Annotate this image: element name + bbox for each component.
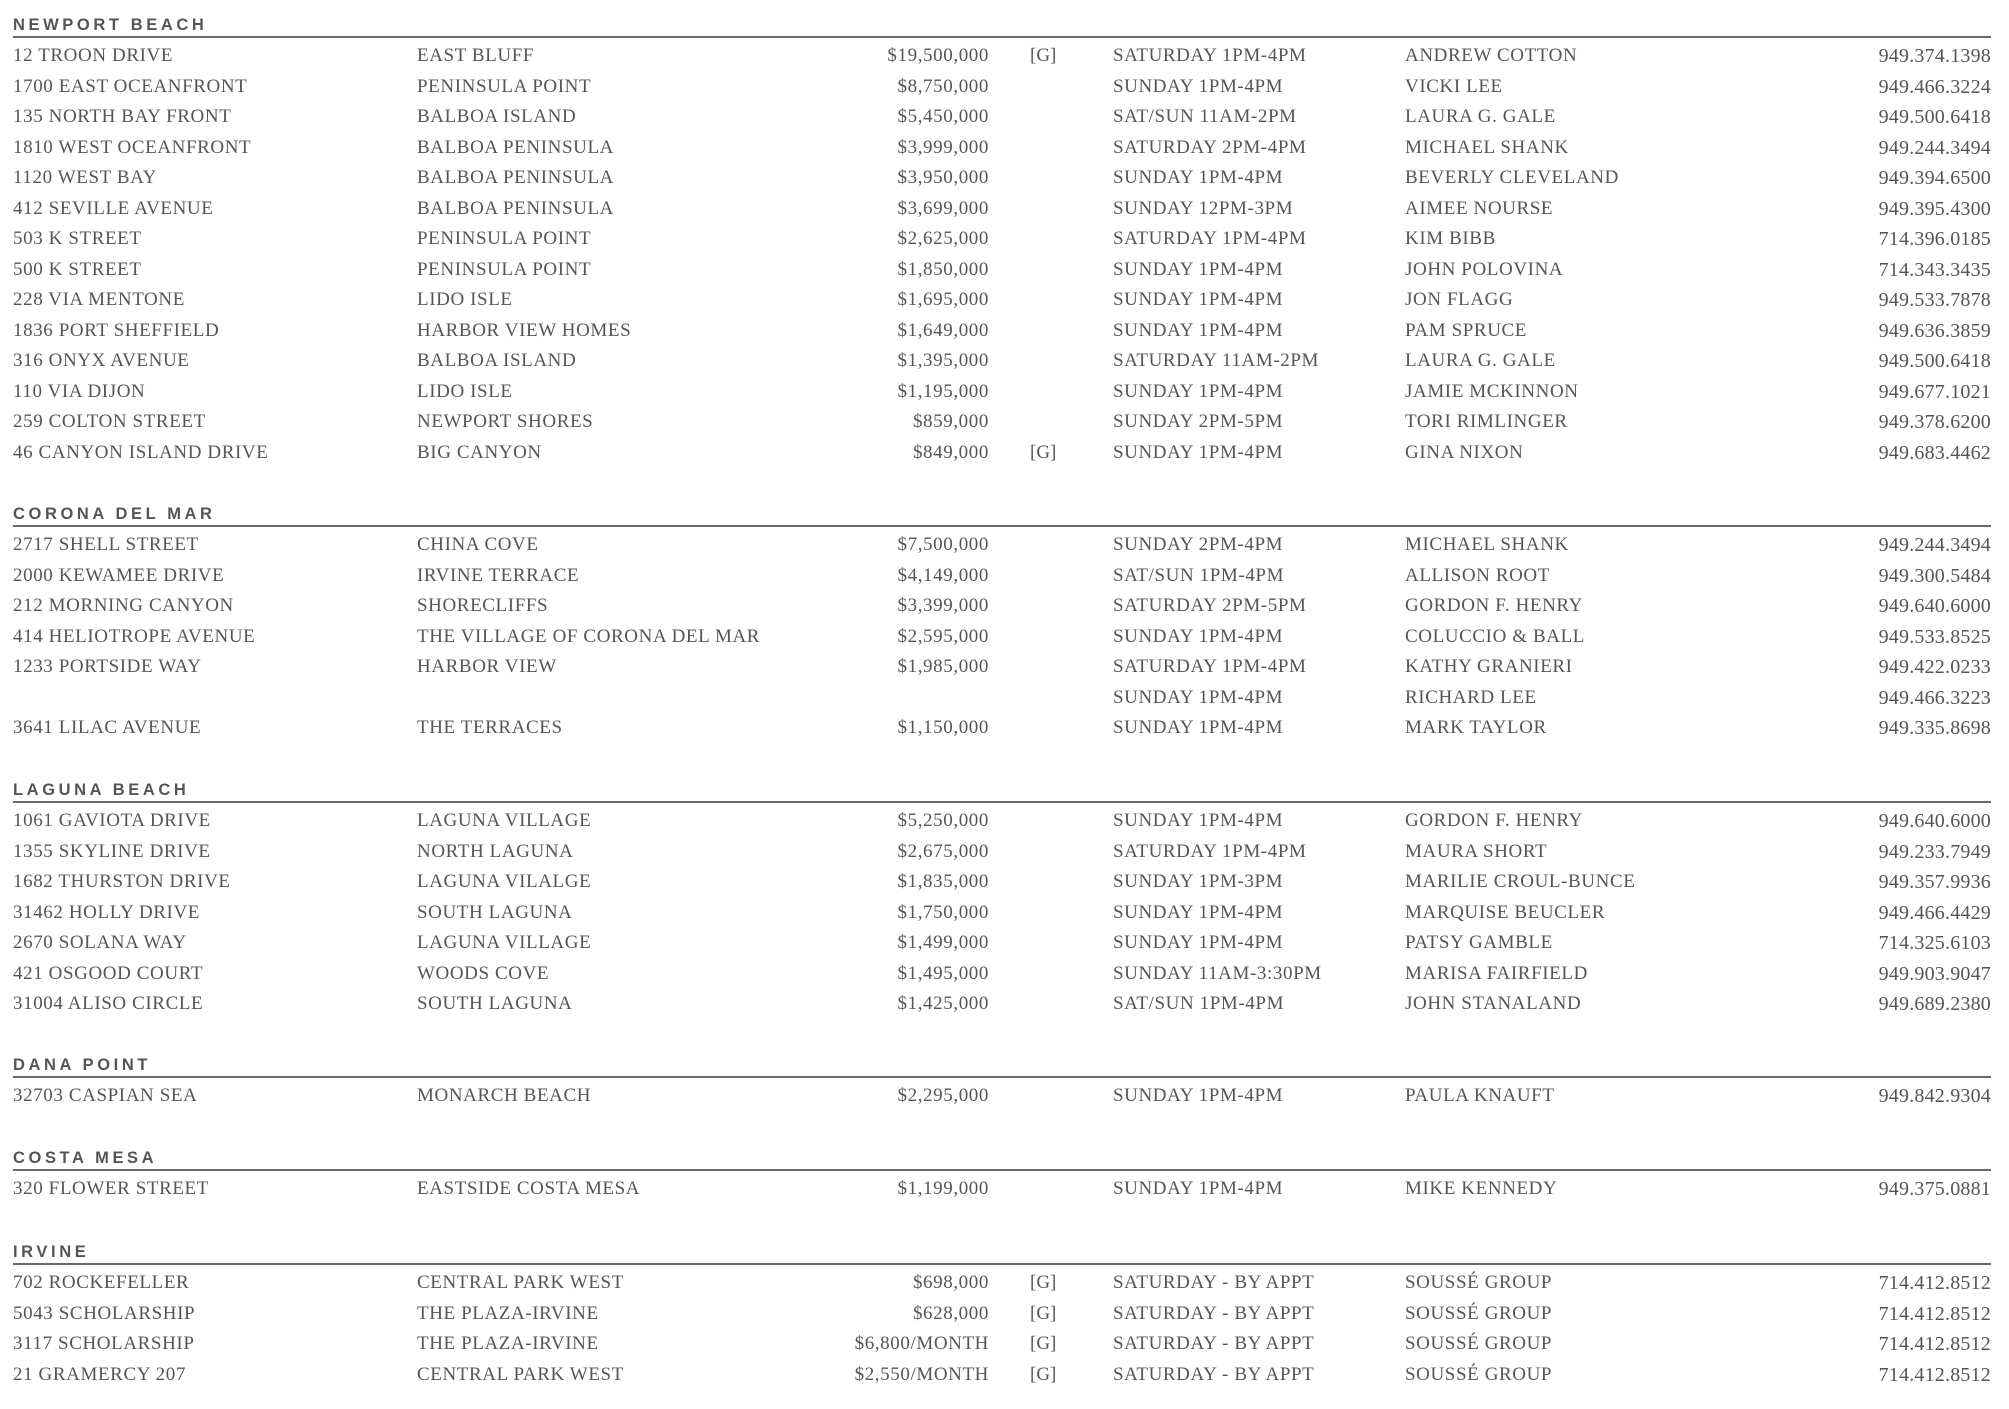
listing-address: 212 MORNING CANYON bbox=[13, 595, 234, 616]
listing-agent: MARISA FAIRFIELD bbox=[1405, 962, 1588, 984]
section-divider bbox=[13, 525, 1991, 527]
listing-open-house-time: SATURDAY - BY APPT bbox=[1113, 1302, 1315, 1324]
listing-neighborhood: LIDO ISLE bbox=[417, 380, 513, 402]
listing-price: $5,450,000 bbox=[897, 106, 989, 127]
listing-agent: MICHAEL SHANK bbox=[1405, 534, 1569, 555]
listing-address: 46 CANYON ISLAND DRIVE bbox=[13, 441, 269, 463]
listing-phone: 949.689.2380 bbox=[1878, 993, 1991, 1015]
listing-address: 31462 HOLLY DRIVE bbox=[13, 901, 201, 923]
listing-price: $1,850,000 bbox=[897, 258, 989, 280]
listing-agent: LAURA G. GALE bbox=[1405, 350, 1556, 371]
listing-list bbox=[13, 41, 1991, 468]
listing-neighborhood: MONARCH BEACH bbox=[417, 1085, 592, 1106]
listing-neighborhood: WOODS COVE bbox=[417, 962, 550, 984]
listing-open-house-time: SATURDAY - BY APPT bbox=[1113, 1333, 1315, 1354]
listing-open-house-time: SATURDAY - BY APPT bbox=[1113, 1272, 1315, 1293]
listing-price: $1,495,000 bbox=[897, 962, 989, 984]
listing-price: $4,149,000 bbox=[897, 564, 989, 586]
listing-address: 1836 PORT SHEFFIELD bbox=[13, 319, 220, 341]
listing-address: 3641 LILAC AVENUE bbox=[13, 717, 202, 738]
section-divider bbox=[13, 1263, 1991, 1265]
listing-price: $1,195,000 bbox=[897, 380, 989, 402]
listing-agent: MIKE KENNEDY bbox=[1405, 1178, 1558, 1199]
listing-row bbox=[13, 407, 1991, 438]
listing-row bbox=[13, 989, 1991, 1020]
listing-price: $2,625,000 bbox=[897, 228, 989, 249]
listing-price: $2,675,000 bbox=[897, 840, 989, 862]
listing-open-house-time: SATURDAY 1PM-4PM bbox=[1113, 656, 1307, 677]
listing-open-house-time: SATURDAY 1PM-4PM bbox=[1113, 840, 1307, 862]
section-newport-beach bbox=[13, 14, 1991, 468]
listing-price: $6,800/MONTH bbox=[854, 1333, 989, 1354]
listing-row bbox=[13, 867, 1991, 898]
listing-address: 316 ONYX AVENUE bbox=[13, 350, 190, 371]
listing-neighborhood: LIDO ISLE bbox=[417, 289, 513, 310]
listing-price: $859,000 bbox=[912, 411, 989, 432]
listing-neighborhood: BALBOA ISLAND bbox=[417, 106, 577, 127]
listing-price: $3,399,000 bbox=[897, 595, 989, 616]
listing-neighborhood: CENTRAL PARK WEST bbox=[417, 1363, 624, 1385]
listing-row bbox=[13, 285, 1991, 316]
listing-address: 414 HELIOTROPE AVENUE bbox=[13, 625, 256, 647]
listing-phone: 949.466.3223 bbox=[1878, 686, 1991, 709]
listing-address: 702 ROCKEFELLER bbox=[13, 1272, 190, 1293]
listing-neighborhood: IRVINE TERRACE bbox=[417, 564, 580, 586]
listing-agent: BEVERLY CLEVELAND bbox=[1405, 167, 1619, 188]
listing-neighborhood: SHORECLIFFS bbox=[417, 595, 549, 616]
listing-phone: 714.343.3435 bbox=[1878, 258, 1991, 281]
listing-price: $3,699,000 bbox=[897, 197, 989, 219]
listing-list bbox=[13, 1174, 1991, 1205]
listing-row bbox=[13, 806, 1991, 837]
listing-open-house-time: SUNDAY 1PM-4PM bbox=[1113, 289, 1284, 310]
listing-phone: 949.683.4462 bbox=[1878, 441, 1991, 464]
listing-address: 31004 ALISO CIRCLE bbox=[13, 993, 204, 1014]
listing-row bbox=[13, 713, 1991, 744]
listing-neighborhood: BALBOA ISLAND bbox=[417, 350, 577, 371]
listing-address: 500 K STREET bbox=[13, 258, 142, 280]
listing-phone: 949.640.6000 bbox=[1878, 595, 1991, 617]
listing-neighborhood: BIG CANYON bbox=[417, 441, 542, 463]
listing-flag: [G] bbox=[1030, 1272, 1057, 1293]
listing-agent: SOUSSÉ GROUP bbox=[1405, 1272, 1553, 1293]
listing-row bbox=[13, 163, 1991, 194]
listing-list bbox=[13, 1268, 1991, 1390]
listing-open-house-time: SATURDAY 11AM-2PM bbox=[1113, 350, 1320, 371]
listing-neighborhood: SOUTH LAGUNA bbox=[417, 901, 573, 923]
listing-flag: [G] bbox=[1030, 1333, 1057, 1354]
listing-phone: 714.412.8512 bbox=[1878, 1272, 1991, 1294]
listing-agent: JAMIE MCKINNON bbox=[1405, 380, 1579, 402]
listing-address: 21 GRAMERCY 207 bbox=[13, 1363, 186, 1385]
listing-address: 12 TROON DRIVE bbox=[13, 45, 174, 66]
listing-open-house-time: SUNDAY 1PM-4PM bbox=[1113, 686, 1284, 708]
listing-price: $3,950,000 bbox=[897, 167, 989, 188]
listing-phone: 949.244.3494 bbox=[1878, 136, 1991, 159]
listing-open-house-time: SUNDAY 1PM-4PM bbox=[1113, 75, 1284, 97]
listing-row bbox=[13, 102, 1991, 133]
listing-flag: [G] bbox=[1030, 1302, 1057, 1324]
listing-neighborhood: THE PLAZA-IRVINE bbox=[417, 1302, 599, 1324]
listing-price: $1,835,000 bbox=[897, 871, 989, 892]
listing-flag: [G] bbox=[1030, 45, 1057, 66]
listing-open-house-time: SUNDAY 1PM-4PM bbox=[1113, 258, 1284, 280]
listing-price: $2,550/MONTH bbox=[854, 1363, 989, 1385]
listing-neighborhood: PENINSULA POINT bbox=[417, 75, 592, 97]
listing-price: $1,395,000 bbox=[897, 350, 989, 371]
listing-phone: 949.500.6418 bbox=[1878, 106, 1991, 128]
listing-list bbox=[13, 1081, 1991, 1112]
listing-row bbox=[13, 41, 1991, 72]
listing-phone: 949.500.6418 bbox=[1878, 350, 1991, 372]
listing-price: $1,695,000 bbox=[897, 289, 989, 310]
listing-row bbox=[13, 1329, 1991, 1360]
listing-phone: 714.412.8512 bbox=[1878, 1333, 1991, 1355]
listing-open-house-time: SUNDAY 1PM-4PM bbox=[1113, 380, 1284, 402]
listing-row bbox=[13, 898, 1991, 929]
listing-address: 1061 GAVIOTA DRIVE bbox=[13, 810, 211, 831]
listing-row bbox=[13, 224, 1991, 255]
listing-neighborhood: BALBOA PENINSULA bbox=[417, 167, 614, 188]
listing-agent: GORDON F. HENRY bbox=[1405, 595, 1583, 616]
listing-price: $628,000 bbox=[912, 1302, 989, 1324]
listing-address: 421 OSGOOD COURT bbox=[13, 962, 204, 984]
section-laguna-beach bbox=[13, 779, 1991, 1020]
listing-price: $1,150,000 bbox=[897, 717, 989, 738]
listing-price: $1,499,000 bbox=[897, 932, 989, 953]
listing-open-house-time: SUNDAY 1PM-4PM bbox=[1113, 625, 1284, 647]
listing-row bbox=[13, 928, 1991, 959]
listing-phone: 949.375.0881 bbox=[1878, 1178, 1991, 1200]
listing-phone: 949.533.7878 bbox=[1878, 289, 1991, 311]
listing-row bbox=[13, 530, 1991, 561]
section-title: IRVINE bbox=[13, 1243, 90, 1261]
listing-agent: SOUSSÉ GROUP bbox=[1405, 1302, 1553, 1324]
section-title: LAGUNA BEACH bbox=[13, 781, 190, 799]
listing-neighborhood: THE VILLAGE OF CORONA DEL MAR bbox=[417, 625, 761, 647]
listing-agent: JON FLAGG bbox=[1405, 289, 1514, 310]
listing-phone: 949.677.1021 bbox=[1878, 380, 1991, 403]
listing-phone: 949.533.8525 bbox=[1878, 625, 1991, 648]
listing-open-house-time: SUNDAY 1PM-4PM bbox=[1113, 932, 1284, 953]
listing-neighborhood: LAGUNA VILLAGE bbox=[417, 932, 592, 953]
listing-row bbox=[13, 1268, 1991, 1299]
listing-row bbox=[13, 1360, 1991, 1391]
listing-agent: RICHARD LEE bbox=[1405, 686, 1537, 708]
listing-address: 1120 WEST BAY bbox=[13, 167, 157, 188]
listing-phone: 949.903.9047 bbox=[1878, 962, 1991, 985]
listing-agent: TORI RIMLINGER bbox=[1405, 411, 1568, 432]
listing-row bbox=[13, 133, 1991, 164]
section-title: NEWPORT BEACH bbox=[13, 16, 208, 34]
listing-address: 1682 THURSTON DRIVE bbox=[13, 871, 231, 892]
listing-phone: 949.422.0233 bbox=[1878, 656, 1991, 678]
listing-price: $1,750,000 bbox=[897, 901, 989, 923]
listing-neighborhood: CENTRAL PARK WEST bbox=[417, 1272, 624, 1293]
listing-address: 3117 SCHOLARSHIP bbox=[13, 1333, 195, 1354]
listing-open-house-time: SUNDAY 11AM-3:30PM bbox=[1113, 962, 1322, 984]
listing-neighborhood: THE TERRACES bbox=[417, 717, 563, 738]
listing-agent: MICHAEL SHANK bbox=[1405, 136, 1569, 158]
listing-phone: 714.412.8512 bbox=[1878, 1302, 1991, 1325]
section-title: CORONA DEL MAR bbox=[13, 505, 216, 523]
listing-list bbox=[13, 530, 1991, 744]
listing-price: $1,199,000 bbox=[897, 1178, 989, 1199]
listing-open-house-time: SATURDAY 2PM-5PM bbox=[1113, 595, 1307, 616]
listing-address: 1355 SKYLINE DRIVE bbox=[13, 840, 211, 862]
listing-agent: AIMEE NOURSE bbox=[1405, 197, 1554, 219]
listing-open-house-time: SUNDAY 12PM-3PM bbox=[1113, 197, 1294, 219]
listing-agent: SOUSSÉ GROUP bbox=[1405, 1363, 1553, 1385]
listing-row bbox=[13, 377, 1991, 408]
listing-row bbox=[13, 72, 1991, 103]
listing-phone: 949.357.9936 bbox=[1878, 871, 1991, 893]
listing-open-house-time: SUNDAY 2PM-5PM bbox=[1113, 411, 1284, 432]
listing-row bbox=[13, 591, 1991, 622]
listing-open-house-time: SUNDAY 1PM-3PM bbox=[1113, 871, 1284, 892]
listing-price: $2,595,000 bbox=[897, 625, 989, 647]
listing-agent: JOHN STANALAND bbox=[1405, 993, 1582, 1014]
listing-address: 5043 SCHOLARSHIP bbox=[13, 1302, 196, 1324]
listing-agent: SOUSSÉ GROUP bbox=[1405, 1333, 1553, 1354]
listing-address: 32703 CASPIAN SEA bbox=[13, 1085, 198, 1106]
listing-price: $3,999,000 bbox=[897, 136, 989, 158]
listing-open-house-time: SUNDAY 1PM-4PM bbox=[1113, 717, 1284, 738]
listing-phone: 714.325.6103 bbox=[1878, 932, 1991, 954]
listing-agent: MARK TAYLOR bbox=[1405, 717, 1547, 738]
listing-neighborhood: EASTSIDE COSTA MESA bbox=[417, 1178, 641, 1199]
listing-address: 320 FLOWER STREET bbox=[13, 1178, 209, 1199]
listing-row bbox=[13, 561, 1991, 592]
listing-open-house-time: SUNDAY 2PM-4PM bbox=[1113, 534, 1284, 555]
listing-neighborhood: EAST BLUFF bbox=[417, 45, 535, 66]
listing-price: $19,500,000 bbox=[887, 45, 989, 66]
listing-open-house-time: SUNDAY 1PM-4PM bbox=[1113, 810, 1284, 831]
listing-open-house-time: SUNDAY 1PM-4PM bbox=[1113, 441, 1284, 463]
listing-row bbox=[13, 194, 1991, 225]
listing-phone: 949.374.1398 bbox=[1878, 45, 1991, 67]
section-divider bbox=[13, 1076, 1991, 1078]
listing-neighborhood: PENINSULA POINT bbox=[417, 258, 592, 280]
listing-address: 412 SEVILLE AVENUE bbox=[13, 197, 214, 219]
listing-row bbox=[13, 316, 1991, 347]
listing-agent: PAM SPRUCE bbox=[1405, 319, 1527, 341]
listing-phone: 949.640.6000 bbox=[1878, 810, 1991, 832]
listing-price: $1,649,000 bbox=[897, 319, 989, 341]
section-dana-point bbox=[13, 1054, 1991, 1112]
listing-row bbox=[13, 652, 1991, 683]
listing-agent: ANDREW COTTON bbox=[1405, 45, 1578, 66]
section-title: DANA POINT bbox=[13, 1056, 152, 1074]
listing-address: 2000 KEWAMEE DRIVE bbox=[13, 564, 225, 586]
listing-open-house-time: SAT/SUN 1PM-4PM bbox=[1113, 564, 1285, 586]
listing-phone: 949.466.4429 bbox=[1878, 901, 1991, 924]
section-divider bbox=[13, 1169, 1991, 1171]
listing-open-house-time: SUNDAY 1PM-4PM bbox=[1113, 319, 1284, 341]
listing-neighborhood: HARBOR VIEW bbox=[417, 656, 557, 677]
listing-open-house-time: SAT/SUN 11AM-2PM bbox=[1113, 106, 1297, 127]
listing-flag: [G] bbox=[1030, 1363, 1057, 1385]
listing-neighborhood: CHINA COVE bbox=[417, 534, 539, 555]
listing-neighborhood: NORTH LAGUNA bbox=[417, 840, 574, 862]
listing-address: 1233 PORTSIDE WAY bbox=[13, 656, 202, 677]
section-corona-del-mar bbox=[13, 503, 1991, 744]
listing-agent: ALLISON ROOT bbox=[1405, 564, 1550, 586]
section-title: COSTA MESA bbox=[13, 1149, 158, 1167]
listing-open-house-time: SAT/SUN 1PM-4PM bbox=[1113, 993, 1285, 1014]
listing-price: $2,295,000 bbox=[897, 1085, 989, 1106]
listing-agent: VICKI LEE bbox=[1405, 75, 1503, 97]
listing-agent: MARILIE CROUL-BUNCE bbox=[1405, 871, 1636, 892]
listing-agent: KATHY GRANIERI bbox=[1405, 656, 1573, 677]
listing-agent: KIM BIBB bbox=[1405, 228, 1496, 249]
listing-open-house-time: SATURDAY - BY APPT bbox=[1113, 1363, 1315, 1385]
listing-agent: PAULA KNAUFT bbox=[1405, 1085, 1555, 1106]
listing-address: 110 VIA DIJON bbox=[13, 380, 146, 402]
listing-address: 259 COLTON STREET bbox=[13, 411, 206, 432]
listing-price: $8,750,000 bbox=[897, 75, 989, 97]
listing-row bbox=[13, 1174, 1991, 1205]
listing-open-house-time: SUNDAY 1PM-4PM bbox=[1113, 167, 1284, 188]
listing-address: 503 K STREET bbox=[13, 228, 142, 249]
listing-agent: PATSY GAMBLE bbox=[1405, 932, 1553, 953]
listing-list bbox=[13, 806, 1991, 1020]
listing-neighborhood: PENINSULA POINT bbox=[417, 228, 592, 249]
listing-flag: [G] bbox=[1030, 441, 1057, 463]
listing-phone: 949.233.7949 bbox=[1878, 840, 1991, 863]
listing-address: 1810 WEST OCEANFRONT bbox=[13, 136, 252, 158]
listing-open-house-time: SUNDAY 1PM-4PM bbox=[1113, 901, 1284, 923]
listing-address: 135 NORTH BAY FRONT bbox=[13, 106, 232, 127]
listing-row bbox=[13, 255, 1991, 286]
listing-address: 228 VIA MENTONE bbox=[13, 289, 185, 310]
listing-phone: 949.335.8698 bbox=[1878, 717, 1991, 739]
listing-open-house-time: SATURDAY 1PM-4PM bbox=[1113, 45, 1307, 66]
listing-phone: 714.412.8512 bbox=[1878, 1363, 1991, 1386]
listing-agent: LAURA G. GALE bbox=[1405, 106, 1556, 127]
section-divider bbox=[13, 36, 1991, 38]
listing-row bbox=[13, 683, 1991, 714]
listing-row bbox=[13, 438, 1991, 469]
listing-row bbox=[13, 346, 1991, 377]
listing-neighborhood: LAGUNA VILLAGE bbox=[417, 810, 592, 831]
listing-price: $1,985,000 bbox=[897, 656, 989, 677]
listing-open-house-time: SUNDAY 1PM-4PM bbox=[1113, 1178, 1284, 1199]
section-irvine bbox=[13, 1241, 1991, 1390]
listing-address: 2670 SOLANA WAY bbox=[13, 932, 187, 953]
listing-row bbox=[13, 1299, 1991, 1330]
listing-agent: COLUCCIO & BALL bbox=[1405, 625, 1585, 647]
listing-agent: MARQUISE BEUCLER bbox=[1405, 901, 1606, 923]
listing-price: $5,250,000 bbox=[897, 810, 989, 831]
listing-price: $849,000 bbox=[912, 441, 989, 463]
listing-neighborhood: THE PLAZA-IRVINE bbox=[417, 1333, 599, 1354]
listing-row bbox=[13, 622, 1991, 653]
section-costa-mesa bbox=[13, 1147, 1991, 1205]
listing-phone: 714.396.0185 bbox=[1878, 228, 1991, 250]
listing-address: 1700 EAST OCEANFRONT bbox=[13, 75, 248, 97]
listing-open-house-time: SATURDAY 1PM-4PM bbox=[1113, 228, 1307, 249]
listing-agent: GORDON F. HENRY bbox=[1405, 810, 1583, 831]
listing-open-house-time: SUNDAY 1PM-4PM bbox=[1113, 1085, 1284, 1106]
listing-phone: 949.842.9304 bbox=[1878, 1085, 1991, 1107]
listing-agent: JOHN POLOVINA bbox=[1405, 258, 1564, 280]
listing-phone: 949.395.4300 bbox=[1878, 197, 1991, 220]
listing-row bbox=[13, 837, 1991, 868]
section-divider bbox=[13, 801, 1991, 803]
listing-phone: 949.244.3494 bbox=[1878, 534, 1991, 556]
listing-neighborhood: BALBOA PENINSULA bbox=[417, 136, 614, 158]
listing-phone: 949.300.5484 bbox=[1878, 564, 1991, 587]
listing-phone: 949.636.3859 bbox=[1878, 319, 1991, 342]
listing-row bbox=[13, 1081, 1991, 1112]
listing-phone: 949.378.6200 bbox=[1878, 411, 1991, 433]
listing-neighborhood: BALBOA PENINSULA bbox=[417, 197, 614, 219]
listing-neighborhood: LAGUNA VILALGE bbox=[417, 871, 592, 892]
listing-open-house-time: SATURDAY 2PM-4PM bbox=[1113, 136, 1307, 158]
listing-price: $698,000 bbox=[912, 1272, 989, 1293]
listing-phone: 949.394.6500 bbox=[1878, 167, 1991, 189]
listing-row bbox=[13, 959, 1991, 990]
listing-neighborhood: HARBOR VIEW HOMES bbox=[417, 319, 632, 341]
listing-neighborhood: SOUTH LAGUNA bbox=[417, 993, 573, 1014]
listing-price: $1,425,000 bbox=[897, 993, 989, 1014]
listing-agent: MAURA SHORT bbox=[1405, 840, 1548, 862]
listing-agent: GINA NIXON bbox=[1405, 441, 1524, 463]
listing-phone: 949.466.3224 bbox=[1878, 75, 1991, 98]
listing-neighborhood: NEWPORT SHORES bbox=[417, 411, 594, 432]
listing-price: $7,500,000 bbox=[897, 534, 989, 555]
listing-address: 2717 SHELL STREET bbox=[13, 534, 199, 555]
